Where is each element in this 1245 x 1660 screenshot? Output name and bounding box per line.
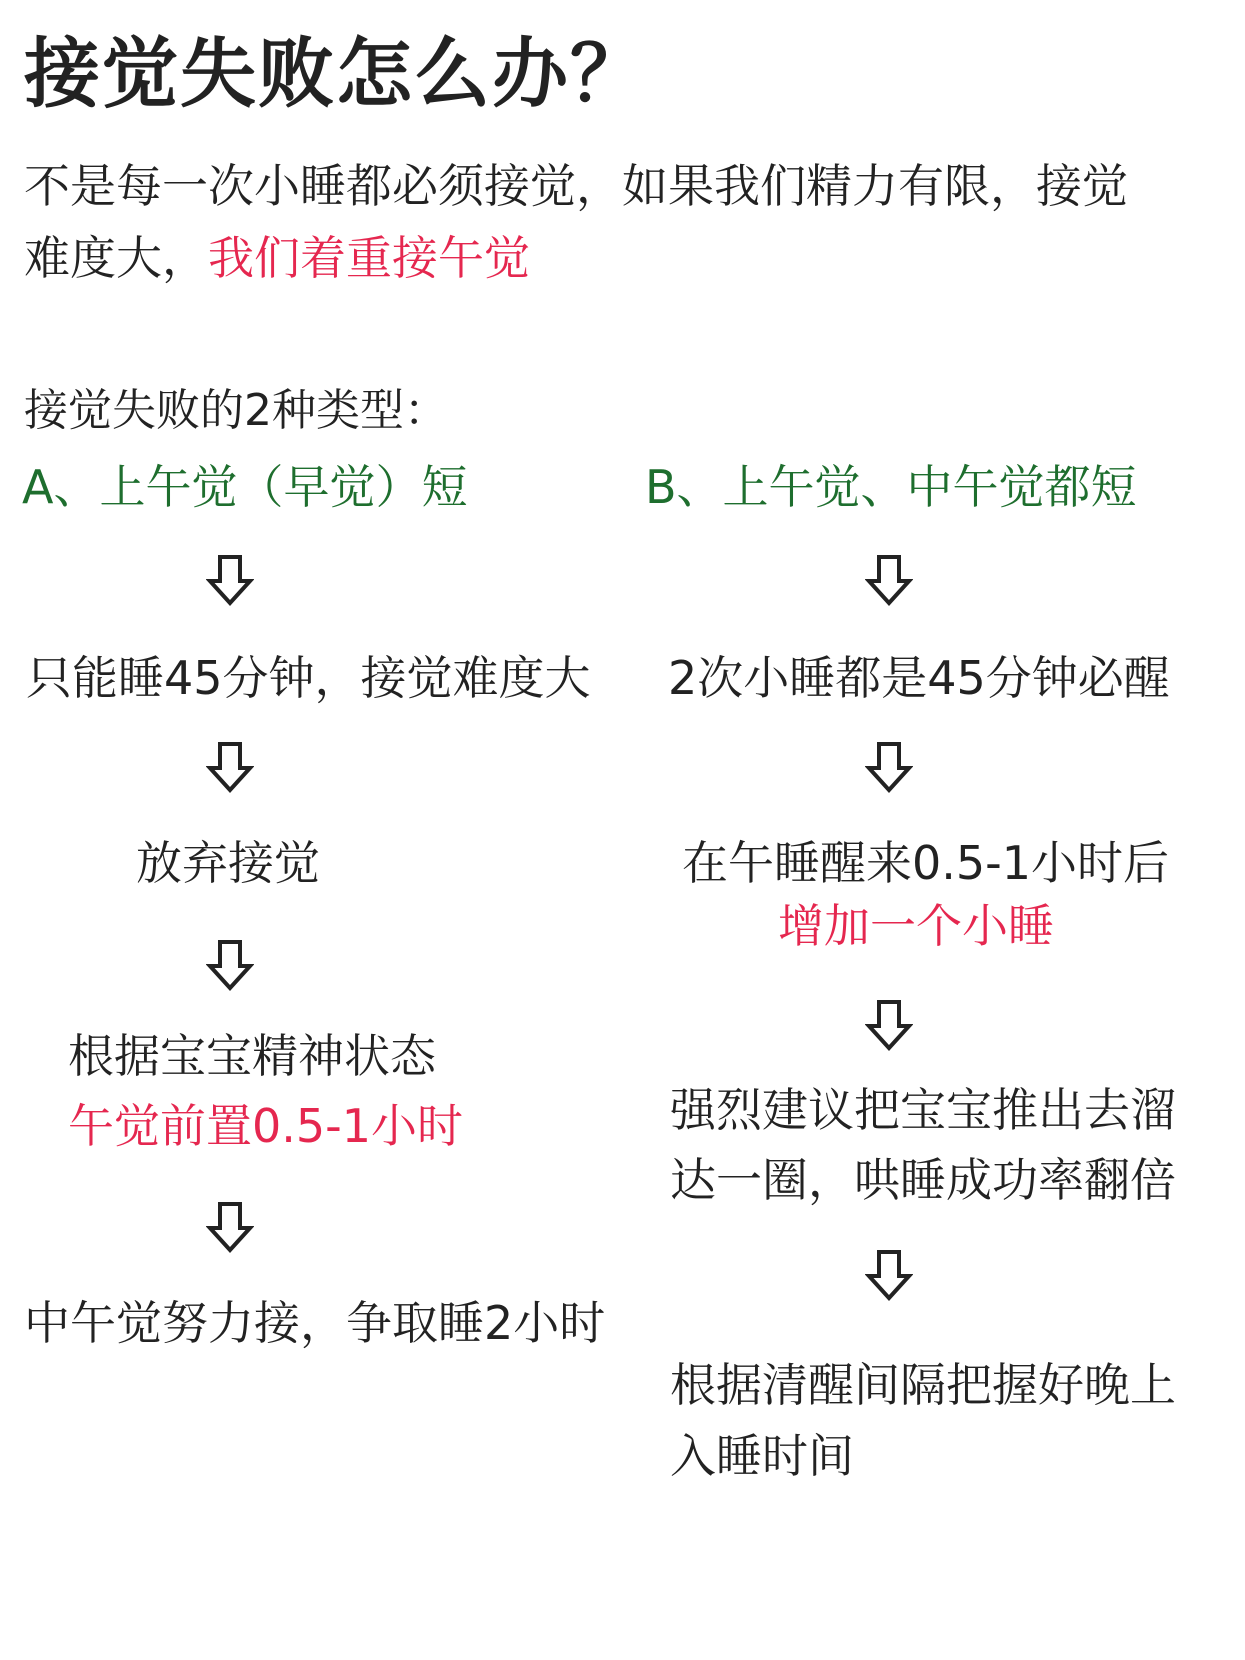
column-b-step-3-line-2: 达一圈，哄睡成功率翻倍 — [670, 1153, 1176, 1207]
down-arrow-icon — [206, 555, 254, 607]
column-a-step-3-line-2: 午觉前置0.5-1小时 — [68, 1099, 464, 1153]
down-arrow-icon — [865, 742, 913, 794]
column-b-step-3-line-1: 强烈建议把宝宝推出去溜 — [670, 1083, 1176, 1137]
column-b-step-4-line-2: 入睡时间 — [670, 1429, 854, 1483]
column-a-step-3-line-1: 根据宝宝精神状态 — [68, 1029, 436, 1083]
down-arrow-icon — [206, 742, 254, 794]
intro-line-2-prefix: 难度大， — [24, 231, 208, 285]
down-arrow-icon — [206, 1202, 254, 1254]
column-b-step-4-line-1: 根据清醒间隔把握好晚上 — [670, 1358, 1176, 1412]
section-label: 接觉失败的2种类型： — [24, 385, 448, 436]
column-b-step-2-line-1: 在午睡醒来0.5-1小时后 — [682, 836, 1170, 890]
down-arrow-icon — [206, 940, 254, 992]
column-a-step-4: 中午觉努力接，争取睡2小时 — [24, 1296, 606, 1350]
intro-highlight: 我们着重接午觉 — [208, 231, 530, 285]
column-b-step-2-line-2: 增加一个小睡 — [778, 899, 1054, 953]
down-arrow-icon — [865, 555, 913, 607]
column-a-step-1: 只能睡45分钟，接觉难度大 — [26, 651, 591, 705]
intro-paragraph — [24, 150, 1204, 294]
down-arrow-icon — [865, 1250, 913, 1302]
column-a-step-2: 放弃接觉 — [136, 836, 320, 890]
down-arrow-icon — [865, 1000, 913, 1052]
page-title: 接觉失败怎么办？ — [24, 29, 648, 118]
column-b-step-1: 2次小睡都是45分钟必醒 — [668, 651, 1170, 705]
column-a-heading: A、上午觉（早觉）短 — [22, 460, 468, 514]
intro-line-2 — [24, 222, 1204, 294]
intro-line-1: 不是每一次小睡都必须接觉，如果我们精力有限，接觉 — [24, 159, 1128, 213]
column-b-heading: B、上午觉、中午觉都短 — [645, 460, 1137, 514]
